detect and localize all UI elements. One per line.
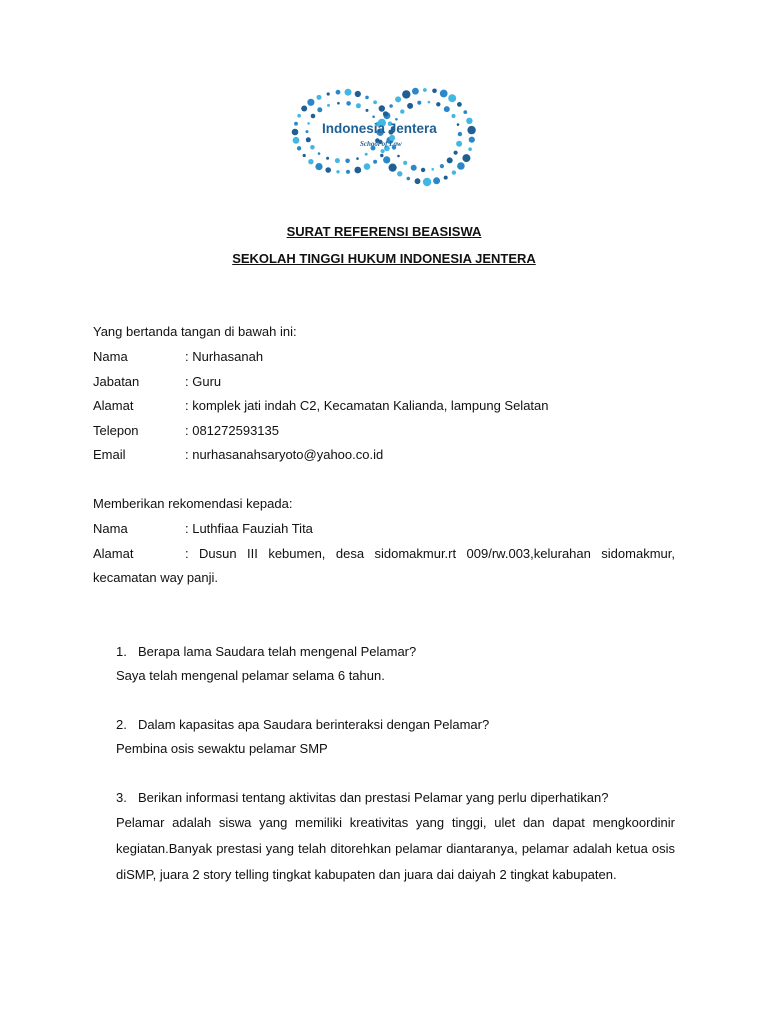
logo-dot <box>431 168 434 171</box>
logo-dot <box>389 164 397 172</box>
logo-dot <box>457 123 460 126</box>
logo-dot <box>335 158 340 163</box>
question-2-number: 2. <box>116 717 127 732</box>
referee-email-value: : nurhasanahsaryoto@yahoo.co.id <box>185 447 384 462</box>
logo-dot <box>466 118 472 124</box>
logo-dot <box>417 101 421 105</box>
logo-dot <box>448 94 456 102</box>
logo-dot <box>372 115 375 118</box>
logo-dot <box>306 137 311 142</box>
logo-dot <box>444 176 448 180</box>
logo-dot <box>421 168 425 172</box>
logo-dot <box>462 154 470 162</box>
logo-dot <box>327 92 330 95</box>
logo-dot <box>345 89 352 96</box>
candidate-name-row <box>93 521 313 536</box>
logo-dot <box>411 165 417 171</box>
logo-dot <box>423 178 431 186</box>
logo-dot <box>458 132 462 136</box>
candidate-name-label: Nama <box>93 521 128 536</box>
logo-dot <box>395 96 401 102</box>
logo-dot <box>308 159 313 164</box>
candidate-address-continuation: kecamatan way panji. <box>93 570 219 585</box>
logo-dot <box>294 122 298 126</box>
logo-dot <box>318 152 321 155</box>
referee-name-row <box>93 349 263 364</box>
referee-address-value: : komplek jati indah C2, Kecamatan Kalianda, lampung Selatan <box>185 398 549 413</box>
logo-dot <box>407 177 411 181</box>
logo-dot <box>440 164 444 168</box>
logo-dot <box>311 114 316 119</box>
question-2-text: Dalam kapasitas apa Saudara berinteraksi dengan Pelamar? <box>138 717 490 732</box>
question-1 <box>116 644 416 659</box>
logo-dot <box>310 145 315 150</box>
logo-dot <box>383 156 390 163</box>
referee-name-label: Nama <box>93 349 128 364</box>
logo-dot <box>307 122 310 125</box>
referee-email-row <box>93 447 383 462</box>
candidate-intro: Memberikan rekomendasi kepada: <box>93 496 293 511</box>
logo-dot <box>467 126 475 134</box>
logo-dot <box>444 106 450 112</box>
institution-title: SEKOLAH TINGGI HUKUM INDONESIA JENTERA <box>232 251 536 266</box>
logo-dot <box>325 167 331 173</box>
referee-email-label: Email <box>93 447 126 462</box>
logo-dot <box>345 159 350 164</box>
logo-dots <box>292 88 476 186</box>
question-3-text: Berikan informasi tentang aktivitas dan prestasi Pelamar yang perlu diperhatikan? <box>138 790 609 805</box>
candidate-name-value: : Luthfiaa Fauziah Tita <box>185 521 313 536</box>
logo-dot <box>337 102 340 105</box>
logo-dot <box>336 90 341 95</box>
logo-dot <box>403 161 407 165</box>
logo-dot <box>303 154 306 157</box>
logo-dot <box>297 114 301 118</box>
logo-dot <box>440 90 448 98</box>
logo-dot <box>317 107 322 112</box>
logo-dot <box>354 167 361 174</box>
logo-dot <box>433 177 440 184</box>
logo-dot <box>457 162 465 170</box>
logo-dot <box>452 170 456 174</box>
logo-dot <box>355 91 361 97</box>
logo-dot <box>317 95 322 100</box>
logo-dot <box>432 89 437 94</box>
logo-dot <box>407 103 413 109</box>
logo-dot <box>468 147 472 151</box>
logo-dot <box>397 171 402 176</box>
logo-dot <box>379 105 385 111</box>
logo-dot <box>364 163 371 170</box>
question-1-number: 1. <box>116 644 127 659</box>
logo-dot <box>365 96 369 100</box>
logo-dot <box>397 155 400 158</box>
logo-dot <box>454 151 458 155</box>
answer-2: Pembina osis sewaktu pelamar SMP <box>116 741 328 756</box>
logo-dot <box>373 160 377 164</box>
logo-dot <box>457 102 462 107</box>
referee-name-value: : Nurhasanah <box>185 349 264 364</box>
logo-subtitle-text: School of Law <box>360 140 402 148</box>
logo-dot <box>389 104 393 108</box>
referee-position-value: : Guru <box>185 374 222 389</box>
logo-dot <box>327 104 330 107</box>
logo-dot <box>436 102 440 106</box>
referee-phone-value: : 081272593135 <box>185 423 279 438</box>
logo-dot <box>346 101 351 106</box>
candidate-address-label: Alamat <box>93 546 134 561</box>
referee-address-row <box>93 398 549 413</box>
logo-dot <box>292 129 299 136</box>
logo-dot <box>301 106 307 112</box>
logo-dot <box>297 146 301 150</box>
answer-1: Saya telah mengenal pelamar selama 6 tahun. <box>116 668 385 683</box>
logo-dot <box>402 90 410 98</box>
logo-dot <box>456 141 462 147</box>
logo-dot <box>373 100 377 104</box>
question-2 <box>116 717 489 732</box>
logo-dot <box>336 170 339 173</box>
logo-dot <box>400 109 404 113</box>
referee-address-label: Alamat <box>93 398 134 413</box>
referee-phone-label: Telepon <box>93 423 139 438</box>
logo-dot <box>428 101 431 104</box>
logo-dot <box>423 88 427 92</box>
logo-dot <box>451 114 455 118</box>
candidate-address-value: : Dusun III kebumen, desa sidomakmur.rt 009/rw.003,kelurahan sidomakmur, <box>185 546 675 561</box>
question-3 <box>116 790 608 805</box>
logo-dot <box>469 137 475 143</box>
logo-dot <box>381 149 385 153</box>
question-1-text: Berapa lama Saudara telah mengenal Pelamar? <box>138 644 417 659</box>
logo-dot <box>415 178 421 184</box>
logo-dot <box>365 153 368 156</box>
referee-position-row <box>93 374 221 389</box>
answer-3: Pelamar adalah siswa yang memiliki kreativitas yang tinggi, ulet dan dapat mengkoordinir kegiatan.Banyak prestasi yang telah ditorehkan pelamar diantaranya, pelamar adalah ketua osis diSMP, juara 2 story telling tingkat kabupaten dan juara dai daiyah 2 tingkat kabupaten. <box>116 815 675 882</box>
logo-dot <box>447 157 453 163</box>
logo-dot <box>356 103 361 108</box>
referee-intro: Yang bertanda tangan di bawah ini: <box>93 324 297 339</box>
logo-dot <box>307 99 314 106</box>
referee-phone-row <box>93 423 279 438</box>
logo-dot <box>463 110 467 114</box>
jentera-logo <box>288 80 480 192</box>
logo-dot <box>356 157 359 160</box>
logo-dot <box>346 170 350 174</box>
question-3-number: 3. <box>116 790 127 805</box>
logo-brand-text: Indonesia Jentera <box>322 121 437 136</box>
logo-dot <box>306 130 309 133</box>
logo-dot <box>315 163 322 170</box>
logo-dot <box>412 88 419 95</box>
logo-dot <box>293 137 300 144</box>
document-title: SURAT REFERENSI BEASISWA <box>286 224 482 239</box>
candidate-address-row <box>93 546 675 561</box>
logo-dot <box>326 157 329 160</box>
referee-position-label: Jabatan <box>93 374 140 389</box>
logo-dot <box>383 111 388 116</box>
logo-dot <box>366 109 369 112</box>
logo-dot <box>380 154 383 157</box>
